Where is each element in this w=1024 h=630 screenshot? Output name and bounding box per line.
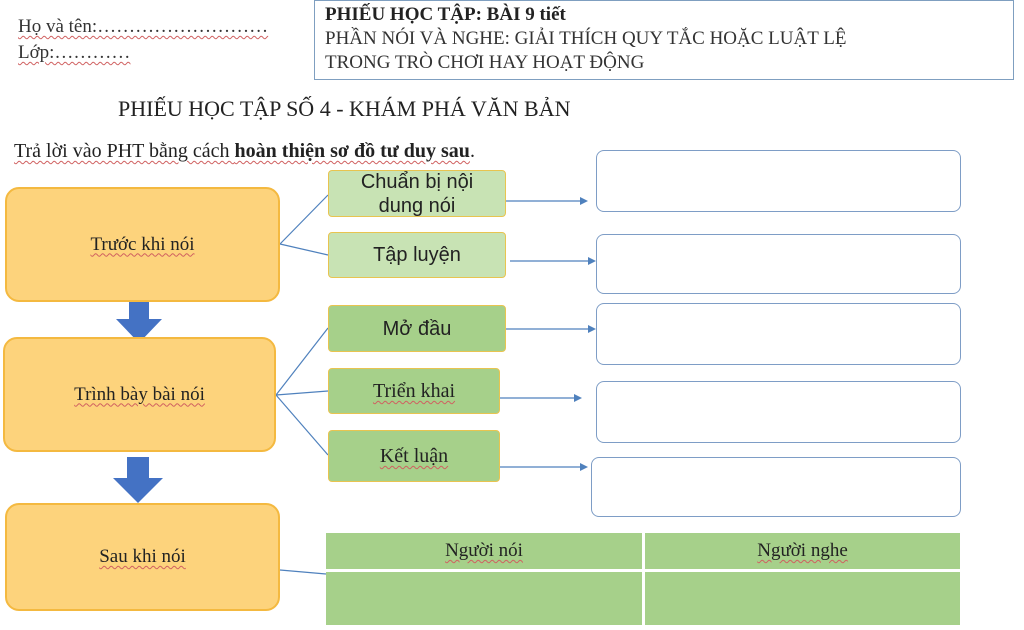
table-header-listener-label: Người nghe [757, 540, 848, 561]
table-cell-listener[interactable] [645, 572, 960, 625]
class-field[interactable]: Lớp:………… [18, 42, 131, 63]
arrowhead-opening [588, 325, 596, 333]
substep-practice [328, 232, 506, 278]
instruction-suffix: . [469, 140, 475, 162]
instruction-bold: hoàn thiện sơ đồ tư duy sau [234, 140, 470, 162]
substep-prepare-label: Chuẩn bị nội dung nói [360, 170, 474, 217]
connector-after-table [280, 570, 326, 574]
arrowhead-practice [588, 257, 596, 265]
answer-box-development[interactable] [596, 381, 961, 443]
stage-before-speaking [5, 187, 280, 302]
stage-present-label: Trình bày bài nói [74, 383, 205, 405]
stage-after-speaking [5, 503, 280, 611]
arrowhead-development [574, 394, 582, 402]
connector-present-opening [276, 328, 328, 395]
table-header-listener [645, 533, 960, 569]
stage-before-label: Trước khi nói [90, 233, 195, 255]
arrowhead-prepare [580, 197, 588, 205]
header-subtitle-line1: PHẦN NÓI VÀ NGHE: GIẢI THÍCH QUY TẮC HOẶC LUẬT LỆ [325, 28, 847, 49]
instruction-prefix: Trả lời vào PHT bằng cách [14, 140, 235, 162]
substep-conclusion-label: Kết luận [379, 445, 449, 467]
down-arrow-2 [113, 457, 163, 503]
answer-box-practice[interactable] [596, 234, 961, 294]
substep-development [328, 368, 500, 414]
substep-opening-label: Mở đầu [382, 317, 452, 340]
substep-prepare [328, 170, 506, 217]
after-speaking-table [326, 533, 960, 625]
header-subtitle-line2: TRONG TRÒ CHƠI HAY HOẠT ĐỘNG [325, 52, 645, 73]
connector-present-conclusion [276, 395, 328, 455]
connector-present-development [276, 391, 328, 395]
substep-development-label: Triển khai [372, 380, 456, 402]
substep-practice-label: Tập luyện [373, 244, 461, 266]
table-header-speaker [326, 533, 642, 569]
answer-box-prepare[interactable] [596, 150, 961, 212]
table-cell-speaker[interactable] [326, 572, 642, 625]
worksheet-title: PHIẾU HỌC TẬP SỐ 4 - KHÁM PHÁ VĂN BẢN [118, 96, 571, 121]
name-field[interactable]: Họ và tên:……………………… [18, 16, 269, 37]
substep-opening [328, 305, 506, 352]
stage-after-label: Sau khi nói [99, 546, 186, 567]
substep-conclusion [328, 430, 500, 482]
stage-presentation [3, 337, 276, 452]
arrowhead-conclusion [580, 463, 588, 471]
answer-box-conclusion[interactable] [591, 457, 961, 517]
connector-before-practice [280, 244, 328, 255]
connector-before-prepare [280, 195, 328, 244]
table-header-speaker-label: Người nói [445, 540, 523, 561]
header-title: PHIẾU HỌC TẬP: BÀI 9 tiết [325, 4, 566, 25]
answer-box-opening[interactable] [596, 303, 961, 365]
